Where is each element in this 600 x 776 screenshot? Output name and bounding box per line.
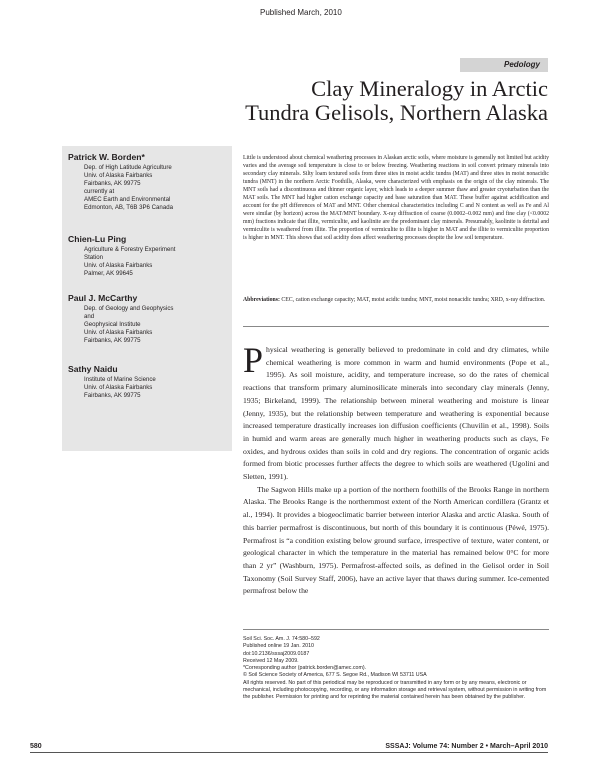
drop-cap: P [243, 340, 264, 380]
section-label: Pedology [460, 58, 548, 72]
author-affiliation-line: Univ. of Alaska Fairbanks [84, 171, 153, 179]
author-name: Chien-Lu Ping [68, 234, 127, 244]
abstract-divider [243, 326, 549, 327]
footnote-line: doi:10.2136/sssaj2009.0187 [243, 650, 310, 657]
published-date: Published March, 2010 [260, 8, 342, 17]
title-line-2: Tundra Gelisols, Northern Alaska [245, 100, 548, 125]
author-affiliation-line: currently at [84, 187, 115, 195]
body-paragraph-2: The Sagwon Hills make up a portion of the northern foothills of the Brooks Range in northern Alaska. The Brooks Range is the northernmost extent of the North American cordillera (Grantz et al., 1994). It provides a biogeoclimatic barrier between interior Alaska and arctic Alaska. South of this barrier permafrost is discontinuous, but north of this boundary it is continuous (Péwé, 1975). Permafrost is “a condition existing below ground surface, irrespective of texture, water content, or geological character in which the temperature in the material has remained below 0°C for more than 2 yr” (Washburn, 1975). Permafrost-affected soils, as defined in the Gelisol order in Soil Taxonomy (Soil Survey Staff, 2006), have an active layer that thaws during summer. Ice-cemented permafrost below the [243, 484, 549, 596]
author-block [68, 293, 230, 345]
author-block [68, 364, 230, 400]
body-paragraph-1-text: hysical weathering is generally believed to predominate in cold and dry climates, while chemical weathering is more common in warm and humid environments (Pope et al., 1995). As soil moisture, acidity, and temperature increase, so do the rates of chemical reactions that transform primary aluminosilicate minerals into secondary clay minerals (Jenny, 1935; Birkeland, 1999). The relationship between mineral weathering and moisture is linear (Jenny, 1935), but the relationship between temperature and weathering is exponential because increased temperature drastically increases ion diffusion coefficients (Chuvilin et al., 1998). Soils in humid and warm areas are generally much higher in weathering products such as clays, Fe oxides, and hydrous oxides than soils in cold and dry regions. The concentration of organic acids formed from biotic processes further affects the degree to which soils are weathered (Ugolini and Sletten, 1991). [243, 345, 549, 482]
author-name: Patrick W. Borden* [68, 152, 145, 162]
author-affiliation-line: Univ. of Alaska Fairbanks [84, 328, 153, 336]
author-block [68, 152, 230, 211]
author-affiliation-line: Fairbanks, AK 99775 [84, 336, 141, 344]
author-affiliation-line: Fairbanks, AK 99775 [84, 179, 141, 187]
footnote-line: Published online 19 Jan. 2010 [243, 643, 314, 650]
article-body [243, 340, 549, 598]
abbreviations [243, 296, 549, 304]
footnote-line: *Corresponding author (patrick.borden@amec.com). [243, 665, 367, 672]
footnote-divider [243, 629, 549, 630]
author-affiliation-line: Geophysical Institute [84, 320, 141, 328]
author-affiliation-line: Fairbanks, AK 99775 [84, 391, 141, 399]
author-name: Sathy Naidu [68, 364, 118, 374]
author-affiliation-line: Palmer, AK 99645 [84, 269, 133, 277]
author-affiliation-line: and [84, 312, 95, 320]
author-affiliation-line: Station [84, 253, 103, 261]
footnote-line: All rights reserved. No part of this periodical may be reproduced or transmitted in any form or by any means, electronic or mechanical, including photocopying, recording, or any information storage and retrieval system, without permission in writing from the publisher. Permission for printing and for reprinting the material contained herein has been obtained by the publisher. [243, 679, 547, 701]
author-affiliation-line: Univ. of Alaska Fairbanks [84, 261, 153, 269]
author-affiliation-line: AMEC Earth and Environmental [84, 195, 171, 203]
footnote-line: © Soil Science Society of America, 677 S. Segoe Rd., Madison WI 53711 USA [243, 672, 427, 679]
abstract: Little is understood about chemical weathering processes in Alaskan arctic soils, where moisture is generally not limited but acidity varies and the average soil temperature is close to or below freezing. Weathering reactions in soil convert primary minerals into secondary clay minerals. Silty loam textured soils from three sites in moist acidic tundra (MAT) and three sites in moist nonacidic tundra (MNT) in the northern Arctic Foothills, Alaska, were characterized with emphasis on the origin of the clay minerals. The MNT soils had a discontinuous and thinner organic layer, which leads to a deeper summer thaw and greater cryoturbation than the MAT soils. The MNT had higher cation exchange capacity and base saturation than MAT. These buffer against acidification and account for the pH differences of MAT and MNT. Other chemical characteristics including C and N content as well as Fe and Al were similar (by horizon) across the MAT/MNT boundary. X-ray diffraction of coarse (0.0002–0.002 mm) and fine clay (<0.0002 mm) fractions indicate that illite, vermiculite, and kaolinite are the predominant clay minerals. Presumably, kaolinite is detrital and vermiculite is weathered from illite. The proportion of vermiculite to illite is higher in MAT and the illite to vermiculite proportion is higher in MNT. This shows that soil acidity does affect weathering processes despite the low soil temperature. [243, 155, 549, 241]
footnotes [243, 636, 549, 702]
author-affiliation-line: Edmonton, AB, T6B 3P6 Canada [84, 203, 173, 211]
footnote-line: Soil Sci. Soc. Am. J. 74:580–592 [243, 636, 320, 642]
footer-divider [30, 752, 548, 753]
title-line-1: Clay Mineralogy in Arctic [311, 76, 548, 101]
abbreviations-label: Abbreviations: [243, 297, 280, 303]
article-title [245, 77, 548, 125]
body-paragraph-1 [243, 340, 549, 484]
author-affiliation-line: Agriculture & Forestry Experiment [84, 246, 176, 253]
author-block [68, 234, 230, 278]
page-number: 580 [30, 743, 42, 750]
footnote-line: Received 12 May 2009. [243, 657, 299, 664]
author-affiliation-line: Univ. of Alaska Fairbanks [84, 383, 153, 391]
abbreviations-text: CEC, cation exchange capacity; MAT, moist acidic tundra; MNT, moist nonacidic tundra; XRD, x-ray diffraction. [281, 297, 546, 303]
author-affiliation-line: Institute of Marine Science [84, 376, 156, 383]
author-name: Paul J. McCarthy [68, 293, 138, 303]
author-affiliation-line: Dep. of Geology and Geophysics [84, 305, 174, 312]
journal-info: SSSAJ: Volume 74: Number 2 • March–April 2010 [385, 743, 548, 750]
author-affiliation-line: Dep. of High Latitude Agriculture [84, 164, 172, 171]
